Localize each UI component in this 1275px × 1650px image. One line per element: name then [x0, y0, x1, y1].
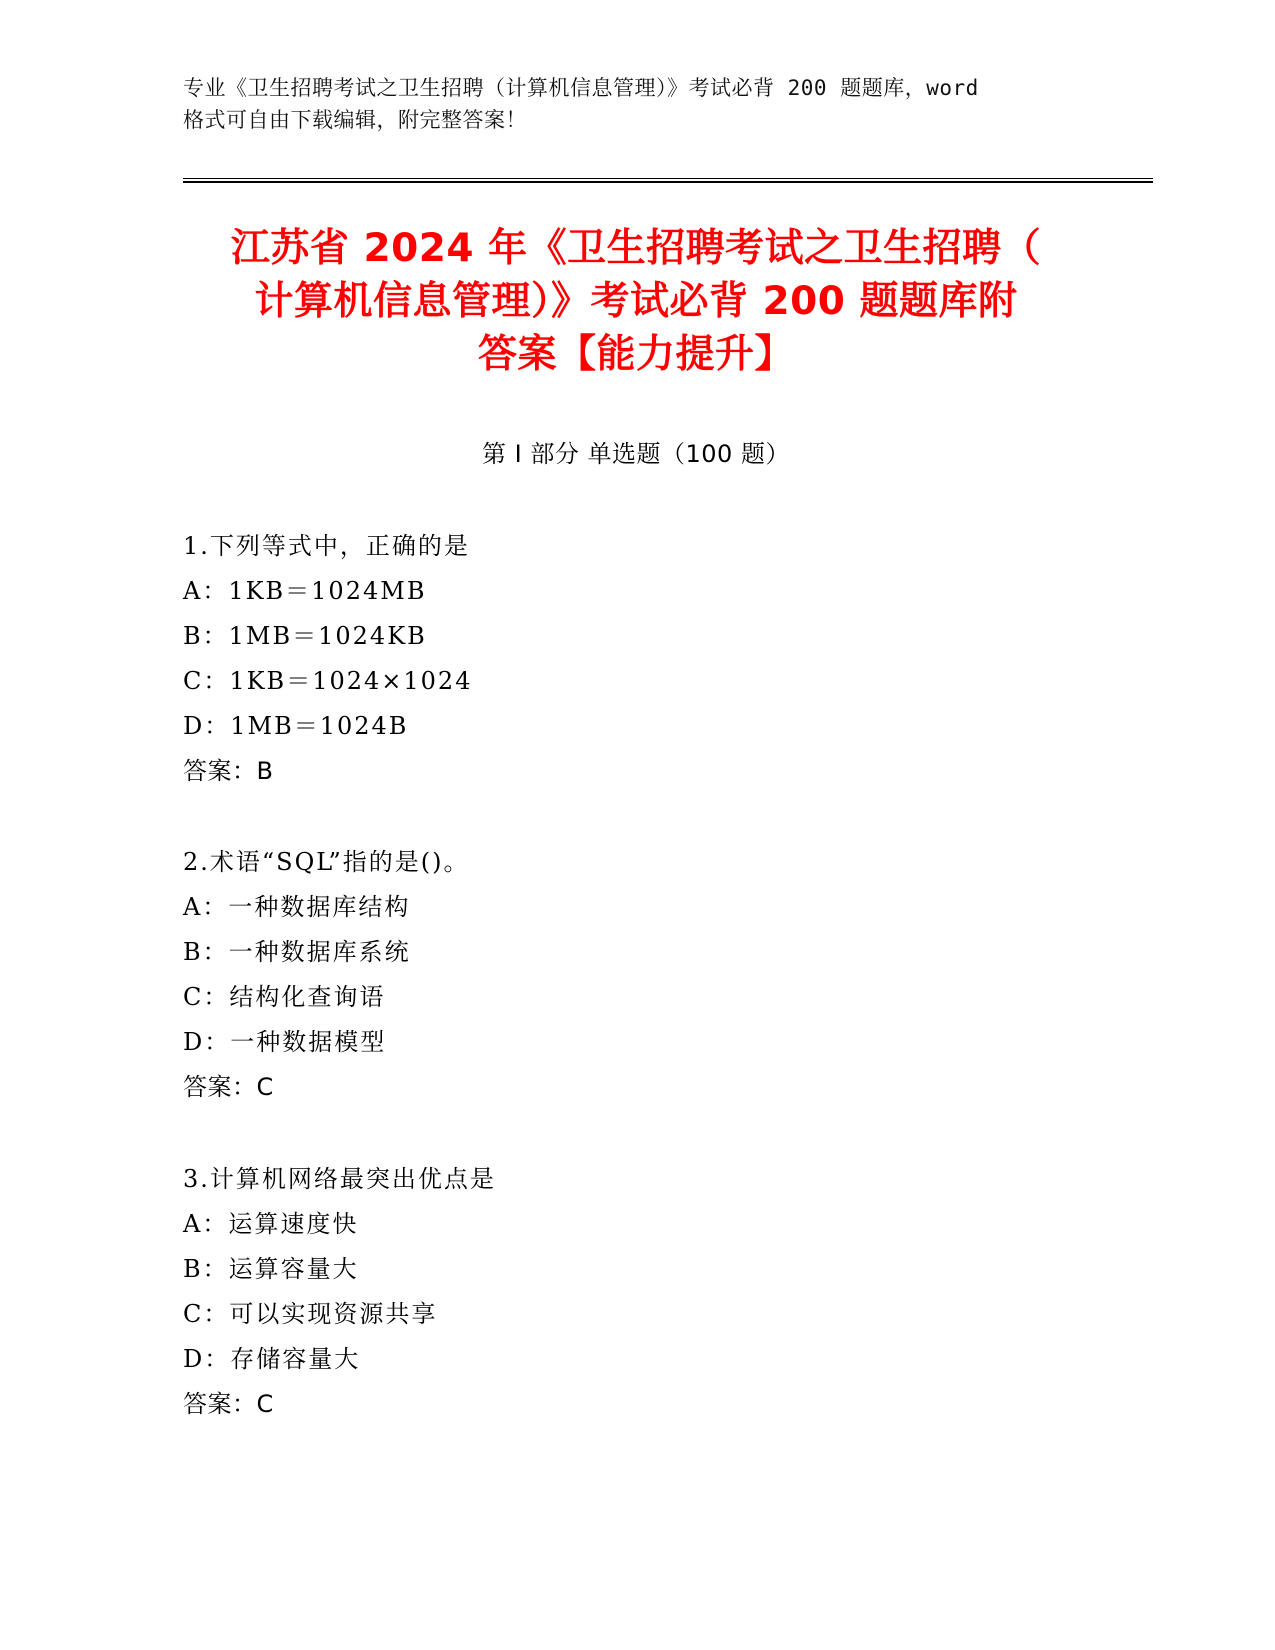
question-3 — [183, 1157, 1083, 1427]
option-b: B：1MB＝1024KB — [183, 622, 427, 650]
document-header — [183, 72, 1083, 136]
header-divider-thick — [183, 181, 1153, 183]
title-line-3: 答案【能力提升】 — [477, 332, 794, 377]
question-stem: 2.术语“SQL”指的是()。 — [183, 848, 470, 876]
option-a: A：1KB＝1024MB — [183, 577, 427, 605]
option-b: B：一种数据库系统 — [183, 938, 411, 966]
option-a: A：运算速度快 — [183, 1210, 359, 1238]
option-b: B：运算容量大 — [183, 1255, 359, 1283]
question-1 — [183, 524, 1083, 794]
option-c: C：1KB＝1024×1024 — [183, 667, 473, 695]
option-d: D：存储容量大 — [183, 1345, 361, 1373]
header-line-2: 格式可自由下载编辑，附完整答案！ — [183, 108, 527, 132]
option-d: D：一种数据模型 — [183, 1028, 387, 1056]
question-stem: 3.计算机网络最突出优点是 — [183, 1165, 496, 1193]
option-a: A：一种数据库结构 — [183, 893, 411, 921]
document-title — [183, 222, 1089, 381]
answer-line: 答案：B — [183, 757, 274, 785]
question-2 — [183, 840, 1083, 1110]
title-line-1: 江苏省 2024 年《卫生招聘考试之卫生招聘（ — [230, 226, 1042, 271]
title-line-2: 计算机信息管理）》考试必背 200 题题库附 — [254, 279, 1018, 324]
section-heading: 第 I 部分 单选题（100 题） — [482, 440, 790, 468]
option-c: C：可以实现资源共享 — [183, 1300, 438, 1328]
answer-line: 答案：C — [183, 1390, 274, 1418]
header-divider-thin — [183, 178, 1153, 179]
option-c: C：结构化查询语 — [183, 983, 386, 1011]
question-stem: 1.下列等式中，正确的是 — [183, 532, 470, 560]
header-line-1: 专业《卫生招聘考试之卫生招聘（计算机信息管理）》考试必背 200 题题库，word — [183, 76, 979, 100]
answer-line: 答案：C — [183, 1073, 274, 1101]
option-d: D：1MB＝1024B — [183, 712, 409, 740]
